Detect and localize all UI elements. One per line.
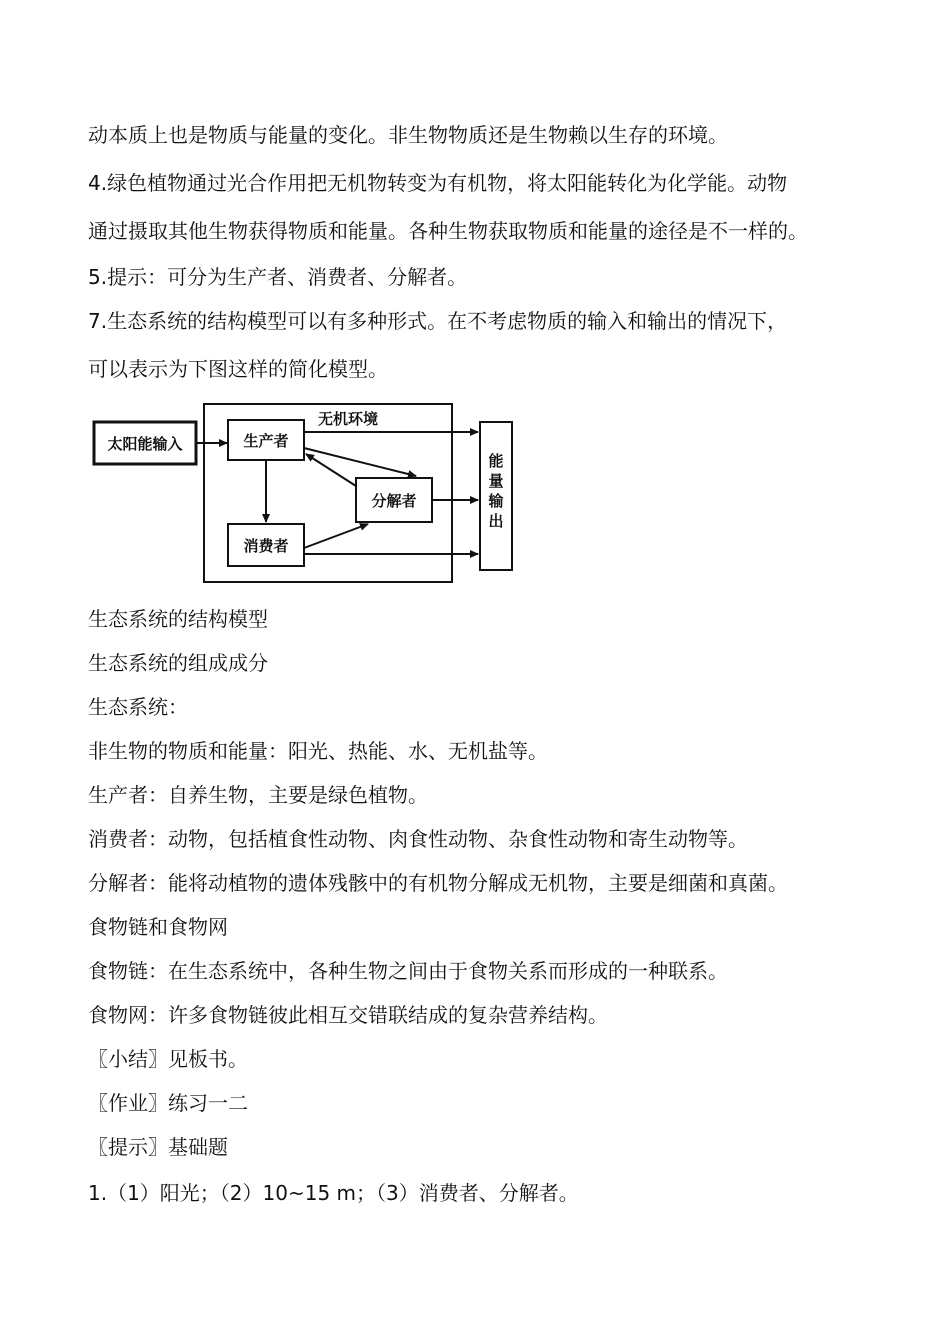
paragraph-line: 7.生态系统的结构模型可以有多种形式。在不考虑物质的输入和输出的情况下，	[88, 309, 788, 333]
paragraph-line: 动本质上也是物质与能量的变化。非生物物质还是生物赖以生存的环境。	[88, 123, 728, 147]
decomposer-label: 分解者	[371, 492, 417, 510]
producer-label: 生产者	[243, 432, 289, 450]
energy-output-char: 能	[488, 452, 504, 470]
paragraph-line: 食物链：在生态系统中，各种生物之间由于食物关系而形成的一种联系。	[88, 959, 728, 983]
paragraph-line: 通过摄取其他生物获得物质和能量。各种生物获取物质和能量的途径是不一样的。	[88, 219, 808, 243]
energy-output-char: 输	[488, 492, 504, 510]
paragraph-line: 食物网：许多食物链彼此相互交错联结成的复杂营养结构。	[88, 1003, 608, 1027]
ecosystem-structure-diagram	[92, 398, 522, 590]
solar-input-label: 太阳能输入	[107, 435, 183, 453]
paragraph-line: 非生物的物质和能量：阳光、热能、水、无机盐等。	[88, 739, 548, 763]
paragraph-line: 〖作业〗练习一二	[88, 1091, 248, 1115]
section-heading: 食物链和食物网	[88, 915, 228, 939]
diagram-caption: 生态系统的结构模型	[88, 607, 268, 631]
energy-output-char: 出	[488, 512, 504, 530]
paragraph-line: 分解者：能将动植物的遗体残骸中的有机物分解成无机物，主要是细菌和真菌。	[88, 871, 788, 895]
arrow-producer-to-decomposer	[304, 448, 416, 476]
arrow-consumer-to-decomposer	[304, 524, 368, 548]
consumer-label: 消费者	[243, 537, 289, 555]
paragraph-line: 生态系统：	[88, 695, 188, 719]
paragraph-line: 〖小结〗见板书。	[88, 1047, 248, 1071]
paragraph-line: 可以表示为下图这样的简化模型。	[88, 357, 388, 381]
paragraph-line: 1.（1）阳光；（2）10~15 m；（3）消费者、分解者。	[88, 1181, 579, 1205]
section-heading: 生态系统的组成成分	[88, 651, 268, 675]
paragraph-line: 〖提示〗基础题	[88, 1135, 228, 1159]
paragraph-line: 4.绿色植物通过光合作用把无机物转变为有机物，将太阳能转化为化学能。动物	[88, 171, 788, 195]
environment-label: 无机环境	[317, 410, 379, 428]
energy-output-char: 量	[488, 472, 504, 490]
paragraph-line: 消费者：动物，包括植食性动物、肉食性动物、杂食性动物和寄生动物等。	[88, 827, 748, 851]
paragraph-line: 5.提示：可分为生产者、消费者、分解者。	[88, 265, 468, 289]
paragraph-line: 生产者：自养生物，主要是绿色植物。	[88, 783, 428, 807]
